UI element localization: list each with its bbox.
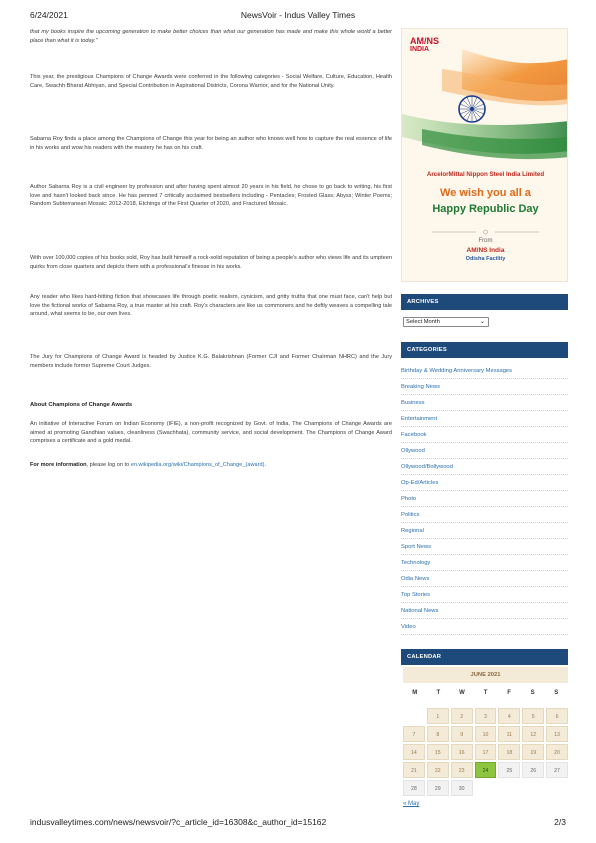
categories-list — [401, 363, 568, 635]
calendar-day[interactable]: 3 — [475, 708, 497, 724]
calendar-day[interactable]: 2 — [451, 708, 473, 724]
calendar-day: 26 — [522, 762, 544, 778]
category-link[interactable]: Op-Ed/Articles — [401, 475, 568, 491]
calendar-day[interactable]: 14 — [403, 744, 425, 760]
calendar-weekday-row — [403, 690, 568, 704]
more-info-text: , please log on to — [86, 462, 131, 468]
article-paragraph: With over 100,000 copies of his books sold, Roy has built himself a rock-solid reputation of being a people's author who views life and its umpteen quirks from close quarters and depicts them with a professional's finesse in his works. — [30, 255, 392, 270]
article-paragraph: This year, the prestigious Champions of Change Awards were conferred in the following categories - Social Welfare, Culture, Education, Health Care, Swachh Bharat Abhiyan, and Special Contribution in Aspirational Districts, Corona Warrior, and for the National Unity. — [30, 74, 392, 89]
calendar-day: 27 — [546, 762, 568, 778]
print-footer — [30, 817, 566, 829]
category-link[interactable]: National News — [401, 603, 568, 619]
calendar-day: 28 — [403, 780, 425, 796]
article-paragraph: Author Sabarna Roy is a civil engineer by profession and after having spent almost 20 years in his field, he chose to go back to writing, his first love and hasn't looked back since. He has penned 7 critically acclaimed bestsellers including - Pentacles; Frosted Glass; Abyss; Winter Poems; Random Subterranean Mosaic: 2012-2018, Etchings of the First Quarter of 2020, and Fractured Mosaic. — [30, 184, 392, 208]
ashoka-chakra-icon — [459, 96, 485, 122]
calendar-day[interactable]: 6 — [546, 708, 568, 724]
calendar-empty-cell — [403, 708, 425, 724]
category-link[interactable]: Sport News — [401, 539, 568, 555]
category-link[interactable]: Top Stories — [401, 587, 568, 603]
calendar-day-today[interactable]: 24 — [475, 762, 497, 778]
article-quote: that my books inspire the upcoming generation to make better choices than what our generation has made and make this whole world a better place than what it is today." — [30, 29, 392, 44]
republic-day-advertisement[interactable] — [401, 28, 568, 282]
calendar-day[interactable]: 9 — [451, 726, 473, 742]
calendar-day[interactable]: 15 — [427, 744, 449, 760]
calendar-day: 25 — [498, 762, 520, 778]
amns-logo: AM/NS INDIA — [410, 36, 439, 53]
category-link[interactable]: Ollywood/Bollywood — [401, 459, 568, 475]
category-link[interactable]: Breaking News — [401, 379, 568, 395]
calendar-day[interactable]: 22 — [427, 762, 449, 778]
print-title: NewsVoir - Indus Valley Times — [240, 10, 356, 20]
archives-heading: ARCHIVES — [401, 294, 568, 310]
calendar-heading: CALENDAR — [401, 649, 568, 665]
ad-from-org: AM/NS India — [466, 247, 505, 254]
calendar-month-title: JUNE 2021 — [403, 667, 568, 683]
print-date: 6/24/2021 — [30, 10, 68, 20]
calendar-weekday: T — [436, 690, 441, 696]
ad-company-name: ArcelorMittal Nippon Steel India Limited — [426, 171, 545, 178]
print-url: indusvalleytimes.com/news/newsvoir/?c_article_id=16308&c_author_id=15162 — [30, 817, 327, 827]
calendar-day: 30 — [451, 780, 473, 796]
ad-from-label: From — [478, 238, 493, 244]
category-link[interactable]: Ollywood — [401, 443, 568, 459]
category-link[interactable]: Entertainment — [401, 411, 568, 427]
chevron-down-icon: ⌄ — [479, 319, 485, 325]
article-paragraph: The Jury for Champions of Change Award is headed by Justice K.G. Balakrishnan (Former CJI and Former Chairman NHRC) and the Jury members include former Supreme Court Judges. — [30, 354, 392, 369]
calendar-day[interactable]: 17 — [475, 744, 497, 760]
calendar-day[interactable]: 8 — [427, 726, 449, 742]
print-header — [30, 10, 566, 24]
calendar-day[interactable]: 12 — [522, 726, 544, 742]
calendar-weekday: F — [507, 690, 511, 696]
more-info — [30, 461, 392, 470]
ad-greeting-line2: Happy Republic Day — [432, 203, 539, 215]
ad-from-facility: Odisha Facility — [465, 256, 506, 262]
category-link[interactable]: Regional — [401, 523, 568, 539]
calendar-day[interactable]: 1 — [427, 708, 449, 724]
calendar-weekday: T — [483, 690, 488, 696]
calendar-weekday: S — [554, 690, 559, 696]
article-paragraph: Sabarna Roy finds a place among the Champions of Change this year for being an author who knows well how to capture the real essence of life in his works and wow his readers with the mastery he has on his craft. — [30, 136, 392, 151]
ad-greeting-line1: We wish you all a — [440, 187, 531, 199]
calendar-prev-month-link[interactable]: « May — [403, 801, 420, 807]
calendar-day[interactable]: 7 — [403, 726, 425, 742]
category-link[interactable]: Photo — [401, 491, 568, 507]
calendar-day[interactable]: 19 — [522, 744, 544, 760]
calendar-weekday: W — [459, 690, 465, 696]
calendar-day[interactable]: 5 — [522, 708, 544, 724]
calendar-day[interactable]: 10 — [475, 726, 497, 742]
calendar-day[interactable]: 23 — [451, 762, 473, 778]
article-paragraph: An initiative of Interactive Forum on Indian Economy (IFIE), a non-profit recognized by Govt. of India, The Champions of Change Awards are aimed at promoting Gandhian values, cleanliness (Swachhata), community service, and social development. The Champions of Change Award comprises a certificate and a gold medal. — [30, 421, 392, 445]
calendar-day: 29 — [427, 780, 449, 796]
calendar-day[interactable]: 13 — [546, 726, 568, 742]
calendar-day[interactable]: 20 — [546, 744, 568, 760]
wikipedia-link[interactable]: en.wikipedia.org/wiki/Champions_of_Change_(award) — [130, 462, 265, 468]
archives-month-select[interactable]: Select Month ⌄ — [403, 317, 489, 327]
article-paragraph: Any reader who likes hard-hitting fiction that showcases life through poetic realism, cynicism, and gritty truths that one must face, can't help but love the fictional works of Sabarna Roy, a true master at his craft. Roy's characters are like us commoners and he deftly weaves a compelling tale around, what seems to be, our own lives. — [30, 294, 392, 318]
calendar-day[interactable]: 21 — [403, 762, 425, 778]
calendar-day[interactable]: 4 — [498, 708, 520, 724]
category-link[interactable]: Odia News — [401, 571, 568, 587]
category-link[interactable]: Politics — [401, 507, 568, 523]
about-heading: About Champions of Change Awards — [30, 402, 133, 408]
categories-heading: CATEGORIES — [401, 342, 568, 358]
calendar-grid — [403, 708, 568, 796]
category-link[interactable]: Video — [401, 619, 568, 635]
calendar-day[interactable]: 16 — [451, 744, 473, 760]
calendar-weekday: M — [412, 690, 418, 696]
calendar-day[interactable]: 11 — [498, 726, 520, 742]
category-link[interactable]: Business — [401, 395, 568, 411]
calendar-weekday: S — [530, 690, 535, 696]
calendar-day[interactable]: 18 — [498, 744, 520, 760]
print-page-number: 2/3 — [554, 817, 566, 827]
ornamental-divider — [432, 229, 539, 235]
category-link[interactable]: Facebook — [401, 427, 568, 443]
more-info-label: For more information — [30, 462, 87, 468]
more-info-end: . — [264, 462, 266, 468]
category-link[interactable]: Birthday & Wedding Anniversary Messages — [401, 363, 568, 379]
category-link[interactable]: Technology — [401, 555, 568, 571]
